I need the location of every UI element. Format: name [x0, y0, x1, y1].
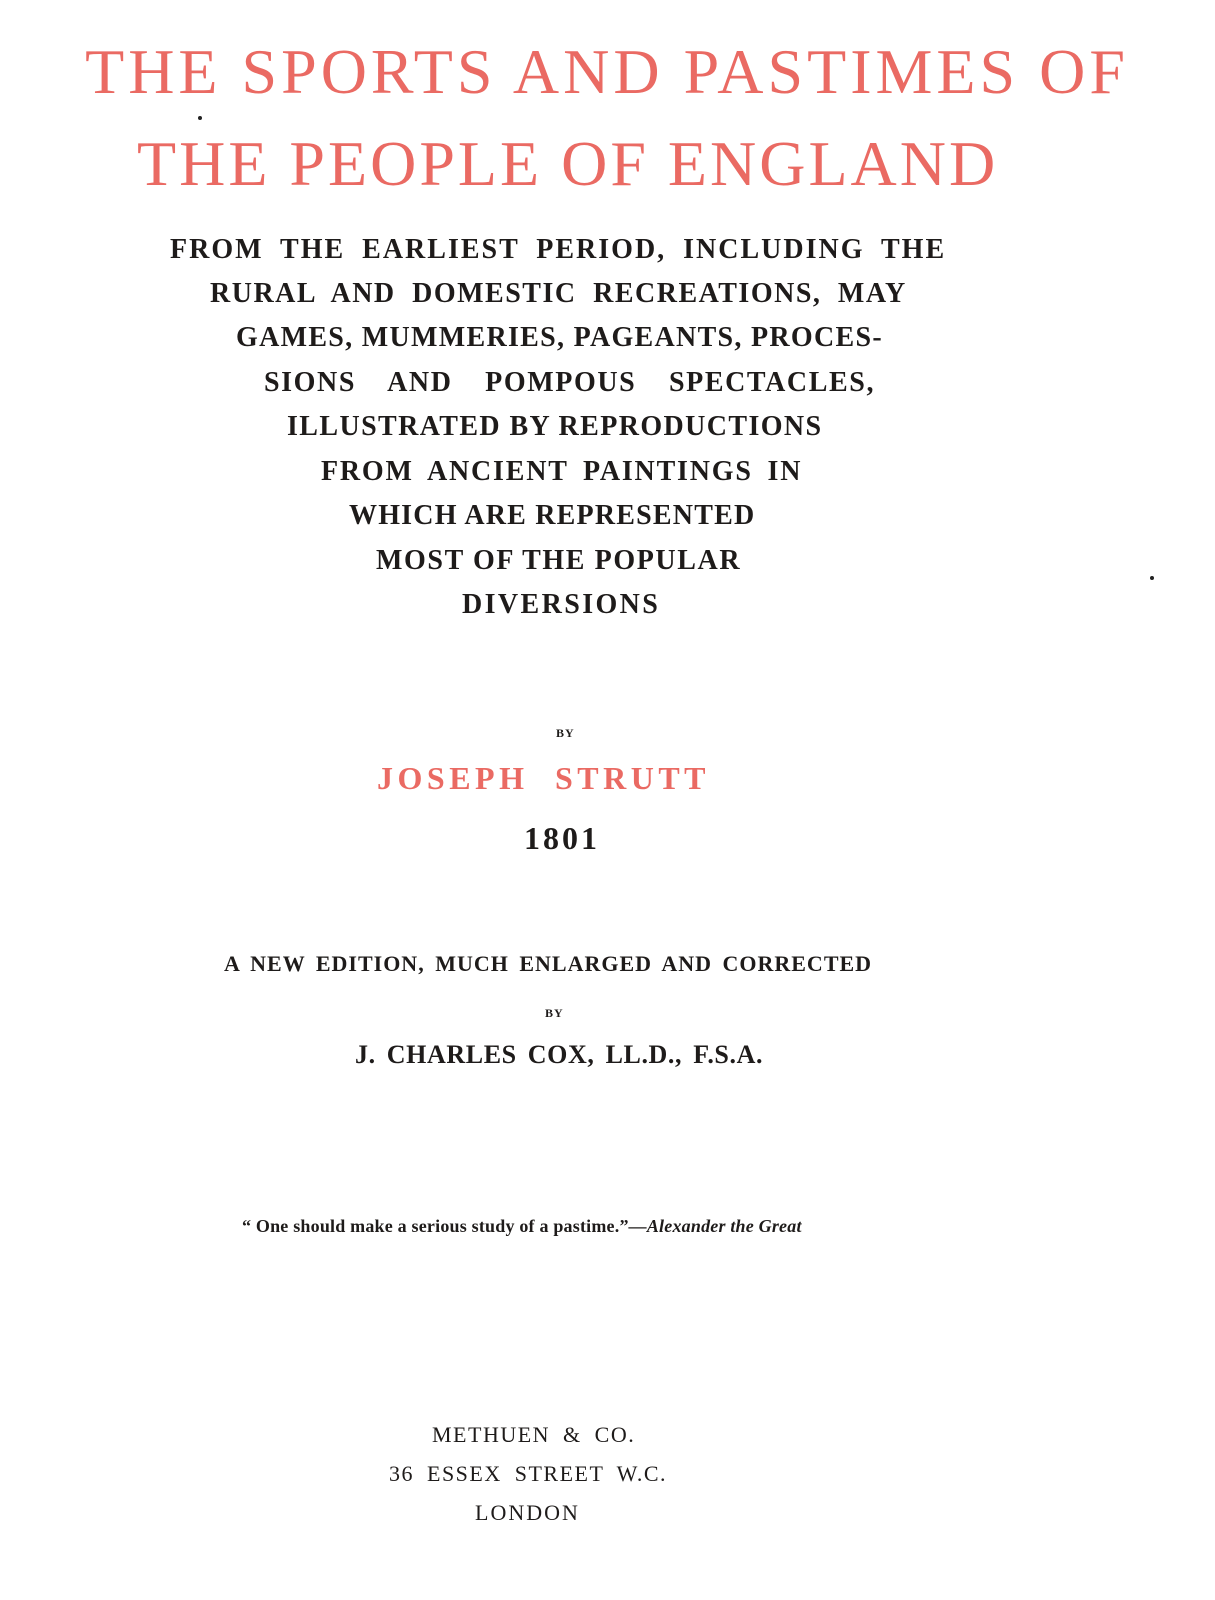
- epigraph-attribution: —Alexander the Great: [628, 1216, 802, 1236]
- publisher-name: METHUEN & CO.: [432, 1422, 636, 1447]
- edition-statement: A NEW EDITION, MUCH ENLARGED AND CORRECTED: [224, 951, 873, 976]
- epigraph: [242, 1217, 802, 1235]
- subtitle-line: SIONS AND POMPOUS SPECTACLES,: [264, 367, 876, 398]
- epigraph-quote: “ One should make a serious study of a pastime.”: [242, 1216, 629, 1236]
- book-title-line-1: THE SPORTS AND PASTIMES OF: [85, 36, 1129, 107]
- publisher-address: 36 ESSEX STREET W.C.: [389, 1461, 668, 1486]
- editor-by-label: BY: [545, 1006, 564, 1020]
- ink-speck: [1150, 576, 1154, 580]
- editor-name: J. CHARLES COX, LL.D., F.S.A.: [355, 1040, 764, 1069]
- subtitle-line: GAMES, MUMMERIES, PAGEANTS, PROCES-: [236, 322, 884, 353]
- subtitle-line: ILLUSTRATED BY REPRODUCTIONS: [287, 411, 823, 442]
- author-name: JOSEPH STRUTT: [377, 760, 711, 796]
- subtitle-line: WHICH ARE REPRESENTED: [349, 500, 756, 531]
- subtitle-line: MOST OF THE POPULAR: [376, 545, 742, 576]
- publication-year: 1801: [524, 820, 600, 856]
- subtitle-line: FROM ANCIENT PAINTINGS IN: [321, 456, 803, 487]
- subtitle-line: RURAL AND DOMESTIC RECREATIONS, MAY: [210, 278, 907, 309]
- by-label: BY: [556, 726, 575, 740]
- publisher-city: LONDON: [475, 1500, 580, 1525]
- ink-speck: [198, 116, 202, 120]
- subtitle-line: FROM THE EARLIEST PERIOD, INCLUDING THE: [170, 234, 947, 265]
- subtitle-line: DIVERSIONS: [462, 589, 661, 620]
- book-title-line-2: THE PEOPLE OF ENGLAND: [137, 128, 999, 199]
